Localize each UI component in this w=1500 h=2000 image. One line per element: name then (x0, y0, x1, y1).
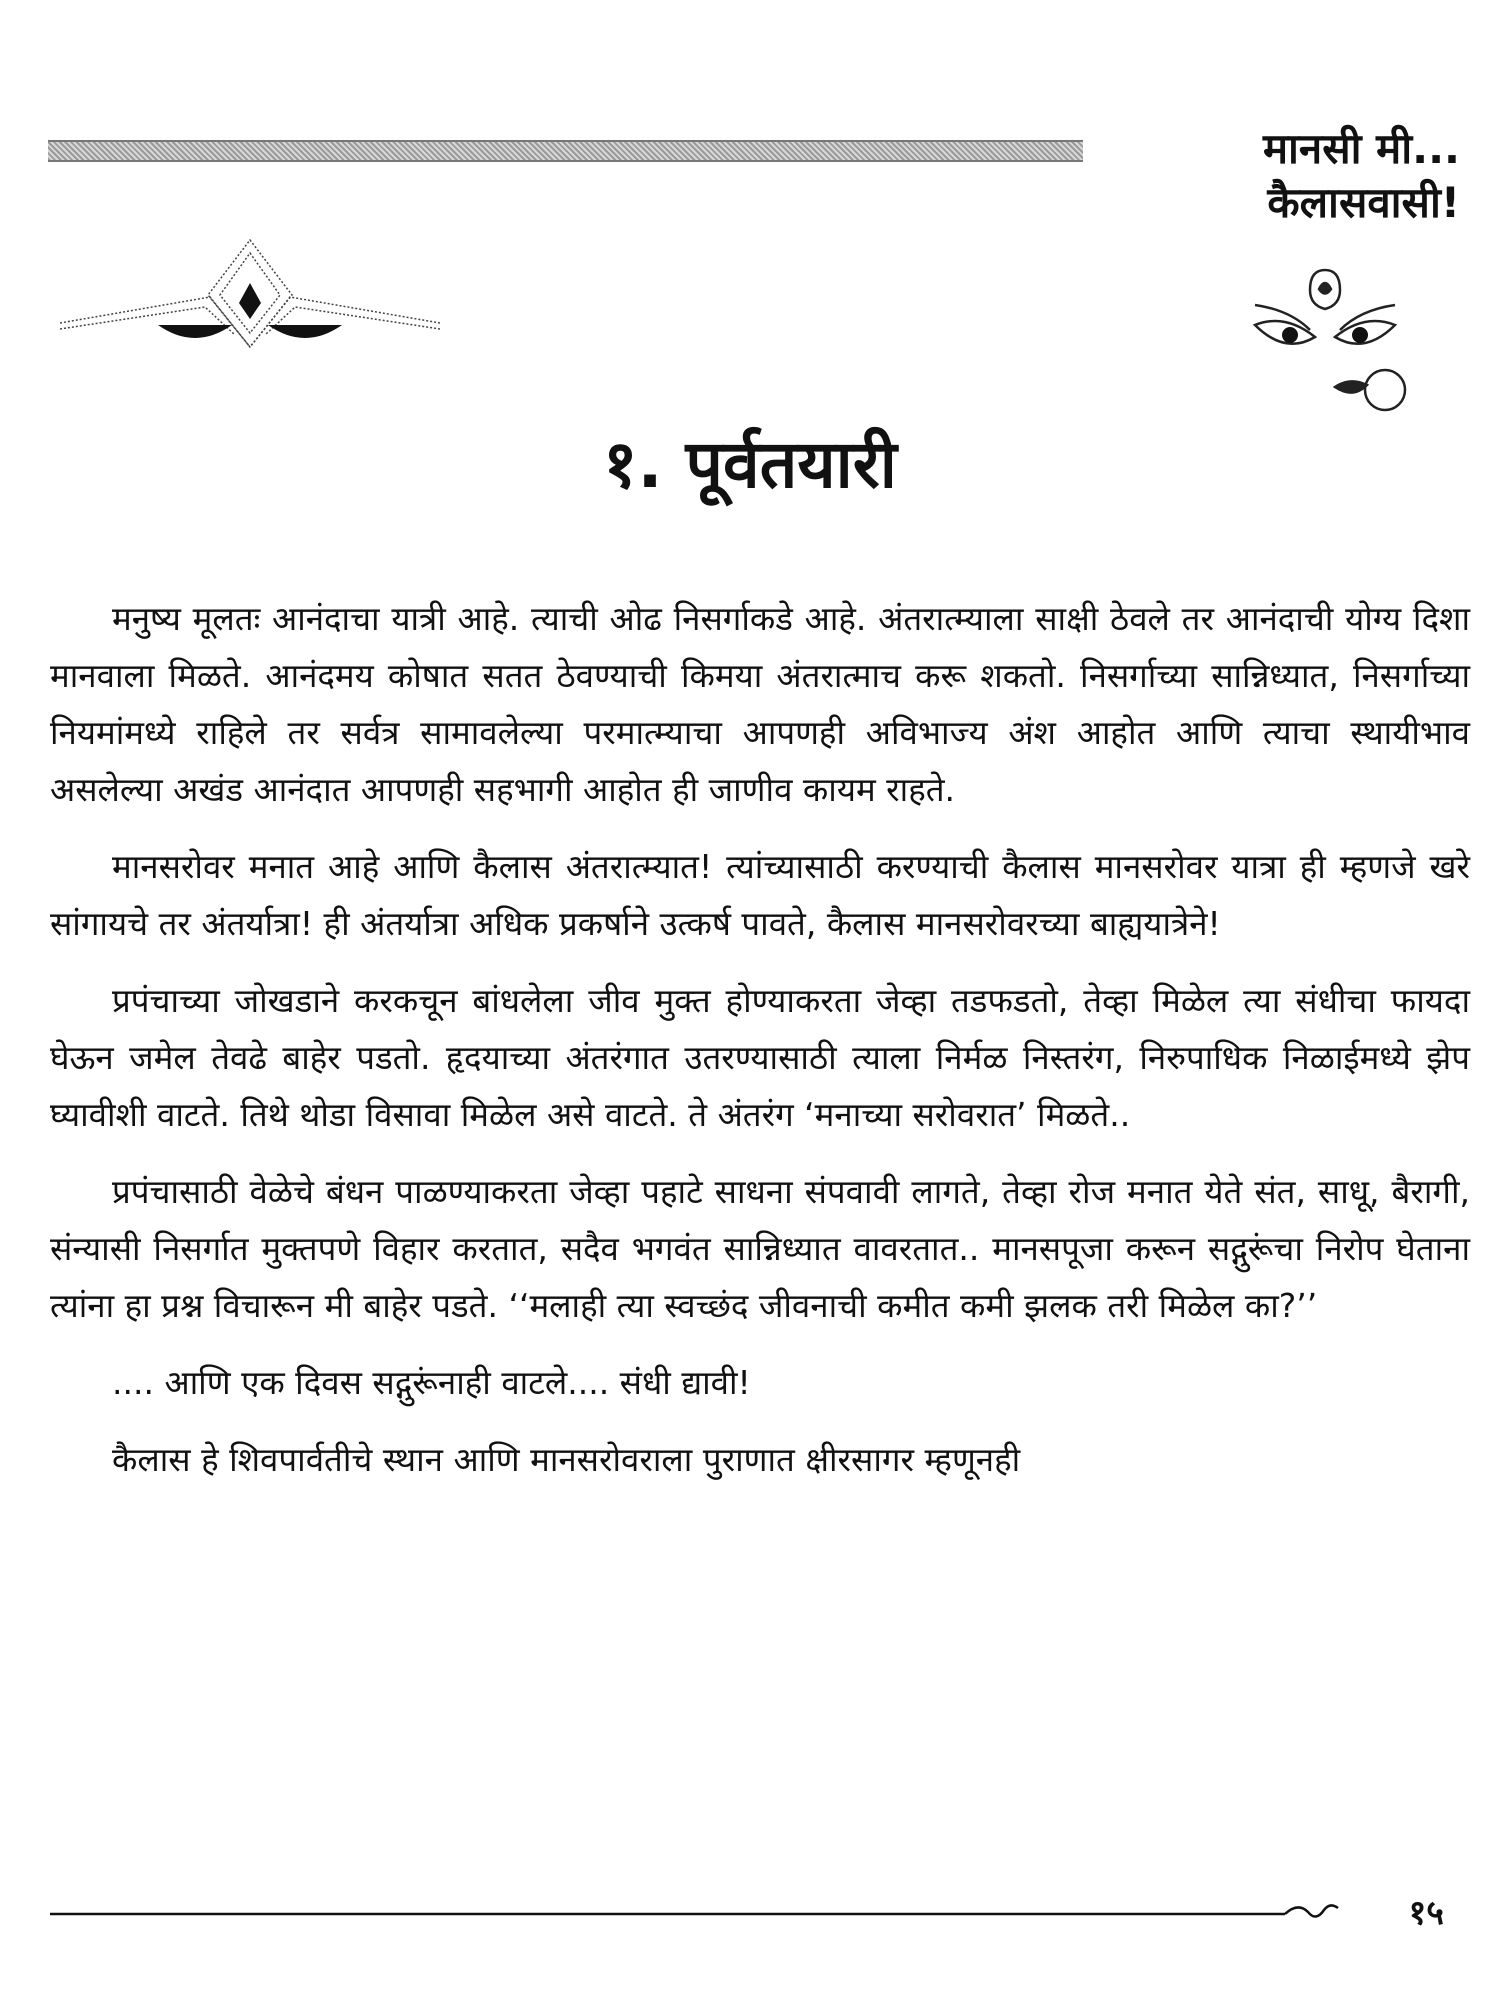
body-text (50, 590, 1470, 1508)
paragraph: .... आणि एक दिवस सद्गुरूंनाही वाटले.... संधी द्यावी! (112, 1363, 751, 1402)
running-title-line1: मानसी मी... (1262, 124, 1460, 173)
page-number: १५ (1408, 1893, 1444, 1933)
paragraph: प्रपंचाच्या जोखडाने करकचून बांधलेला जीव मुक्त होण्याकरता जेव्हा तडफडतो, तेव्हा मिळेल त्या संधीचा फायदा घेऊन जमेल तेवढे बाहेर पडतो. हृदयाच्या अंतरंगात उतरण्यासाठी त्याला निर्मळ निस्तरंग, निरुपाधिक निळाईमध्ये झेप घ्यावीशी वाटते. तिथे थोडा विसावा मिळेल असे वाटते. ते अंतरंग ‘मनाच्या सरोवरात’ मिळते.. (50, 981, 1470, 1134)
chapter-title: १. पूर्वतयारी (603, 426, 897, 503)
footer-flourish-rule (50, 1898, 1340, 1926)
header-decorative-bar (48, 140, 1083, 162)
paragraph: कैलास हे शिवपार्वतीचे स्थान आणि मानसरोवराला पुराणात क्षीरसागर म्हणूनही (112, 1440, 1021, 1479)
paragraph: मानसरोवर मनात आहे आणि कैलास अंतरात्म्यात! त्यांच्यासाठी करण्याची कैलास मानसरोवर यात्रा ही म्हणजे खरे सांगायचे तर अंतर्यात्रा! ही अंतर्यात्रा अधिक प्रकर्षाने उत्कर्ष पावते, कैलास मानसरोवरच्या बाह्ययात्रेने! (50, 847, 1470, 943)
running-title-line2: कैलासवासी! (1267, 178, 1460, 227)
eyes-ornament-left-icon (60, 235, 440, 365)
goddess-face-ornament-icon (1235, 265, 1415, 415)
paragraph: मनुष्य मूलतः आनंदाचा यात्री आहे. त्याची ओढ निसर्गाकडे आहे. अंतरात्म्याला साक्षी ठेवले तर आनंदाची योग्य दिशा मानवाला मिळते. आनंदमय कोषात सतत ठेवण्याची किमया अंतरात्माच करू शकतो. निसर्गाच्या सान्निध्यात, निसर्गाच्या नियमांमध्ये राहिले तर सर्वत्र सामावलेल्या परमात्म्याचा आपणही अविभाज्य अंश आहोत आणि त्याचा स्थायीभाव असलेल्या अखंड आनंदात आपणही सहभागी आहोत ही जाणीव कायम राहते. (50, 599, 1470, 809)
running-title (1263, 122, 1460, 230)
paragraph: प्रपंचासाठी वेळेचे बंधन पाळण्याकरता जेव्हा पहाटे साधना संपवावी लागते, तेव्हा रोज मनात येते संत, साधू, बैरागी, संन्यासी निसर्गात मुक्तपणे विहार करतात, सदैव भगवंत सान्निध्यात वावरतात.. मानसपूजा करून सद्गुरूंचा निरोप घेताना त्यांना हा प्रश्न विचारून मी बाहेर पडते. ‘‘मलाही त्या स्वच्छंद जीवनाची कमीत कमी झलक तरी मिळेल का?’’ (50, 1172, 1470, 1325)
